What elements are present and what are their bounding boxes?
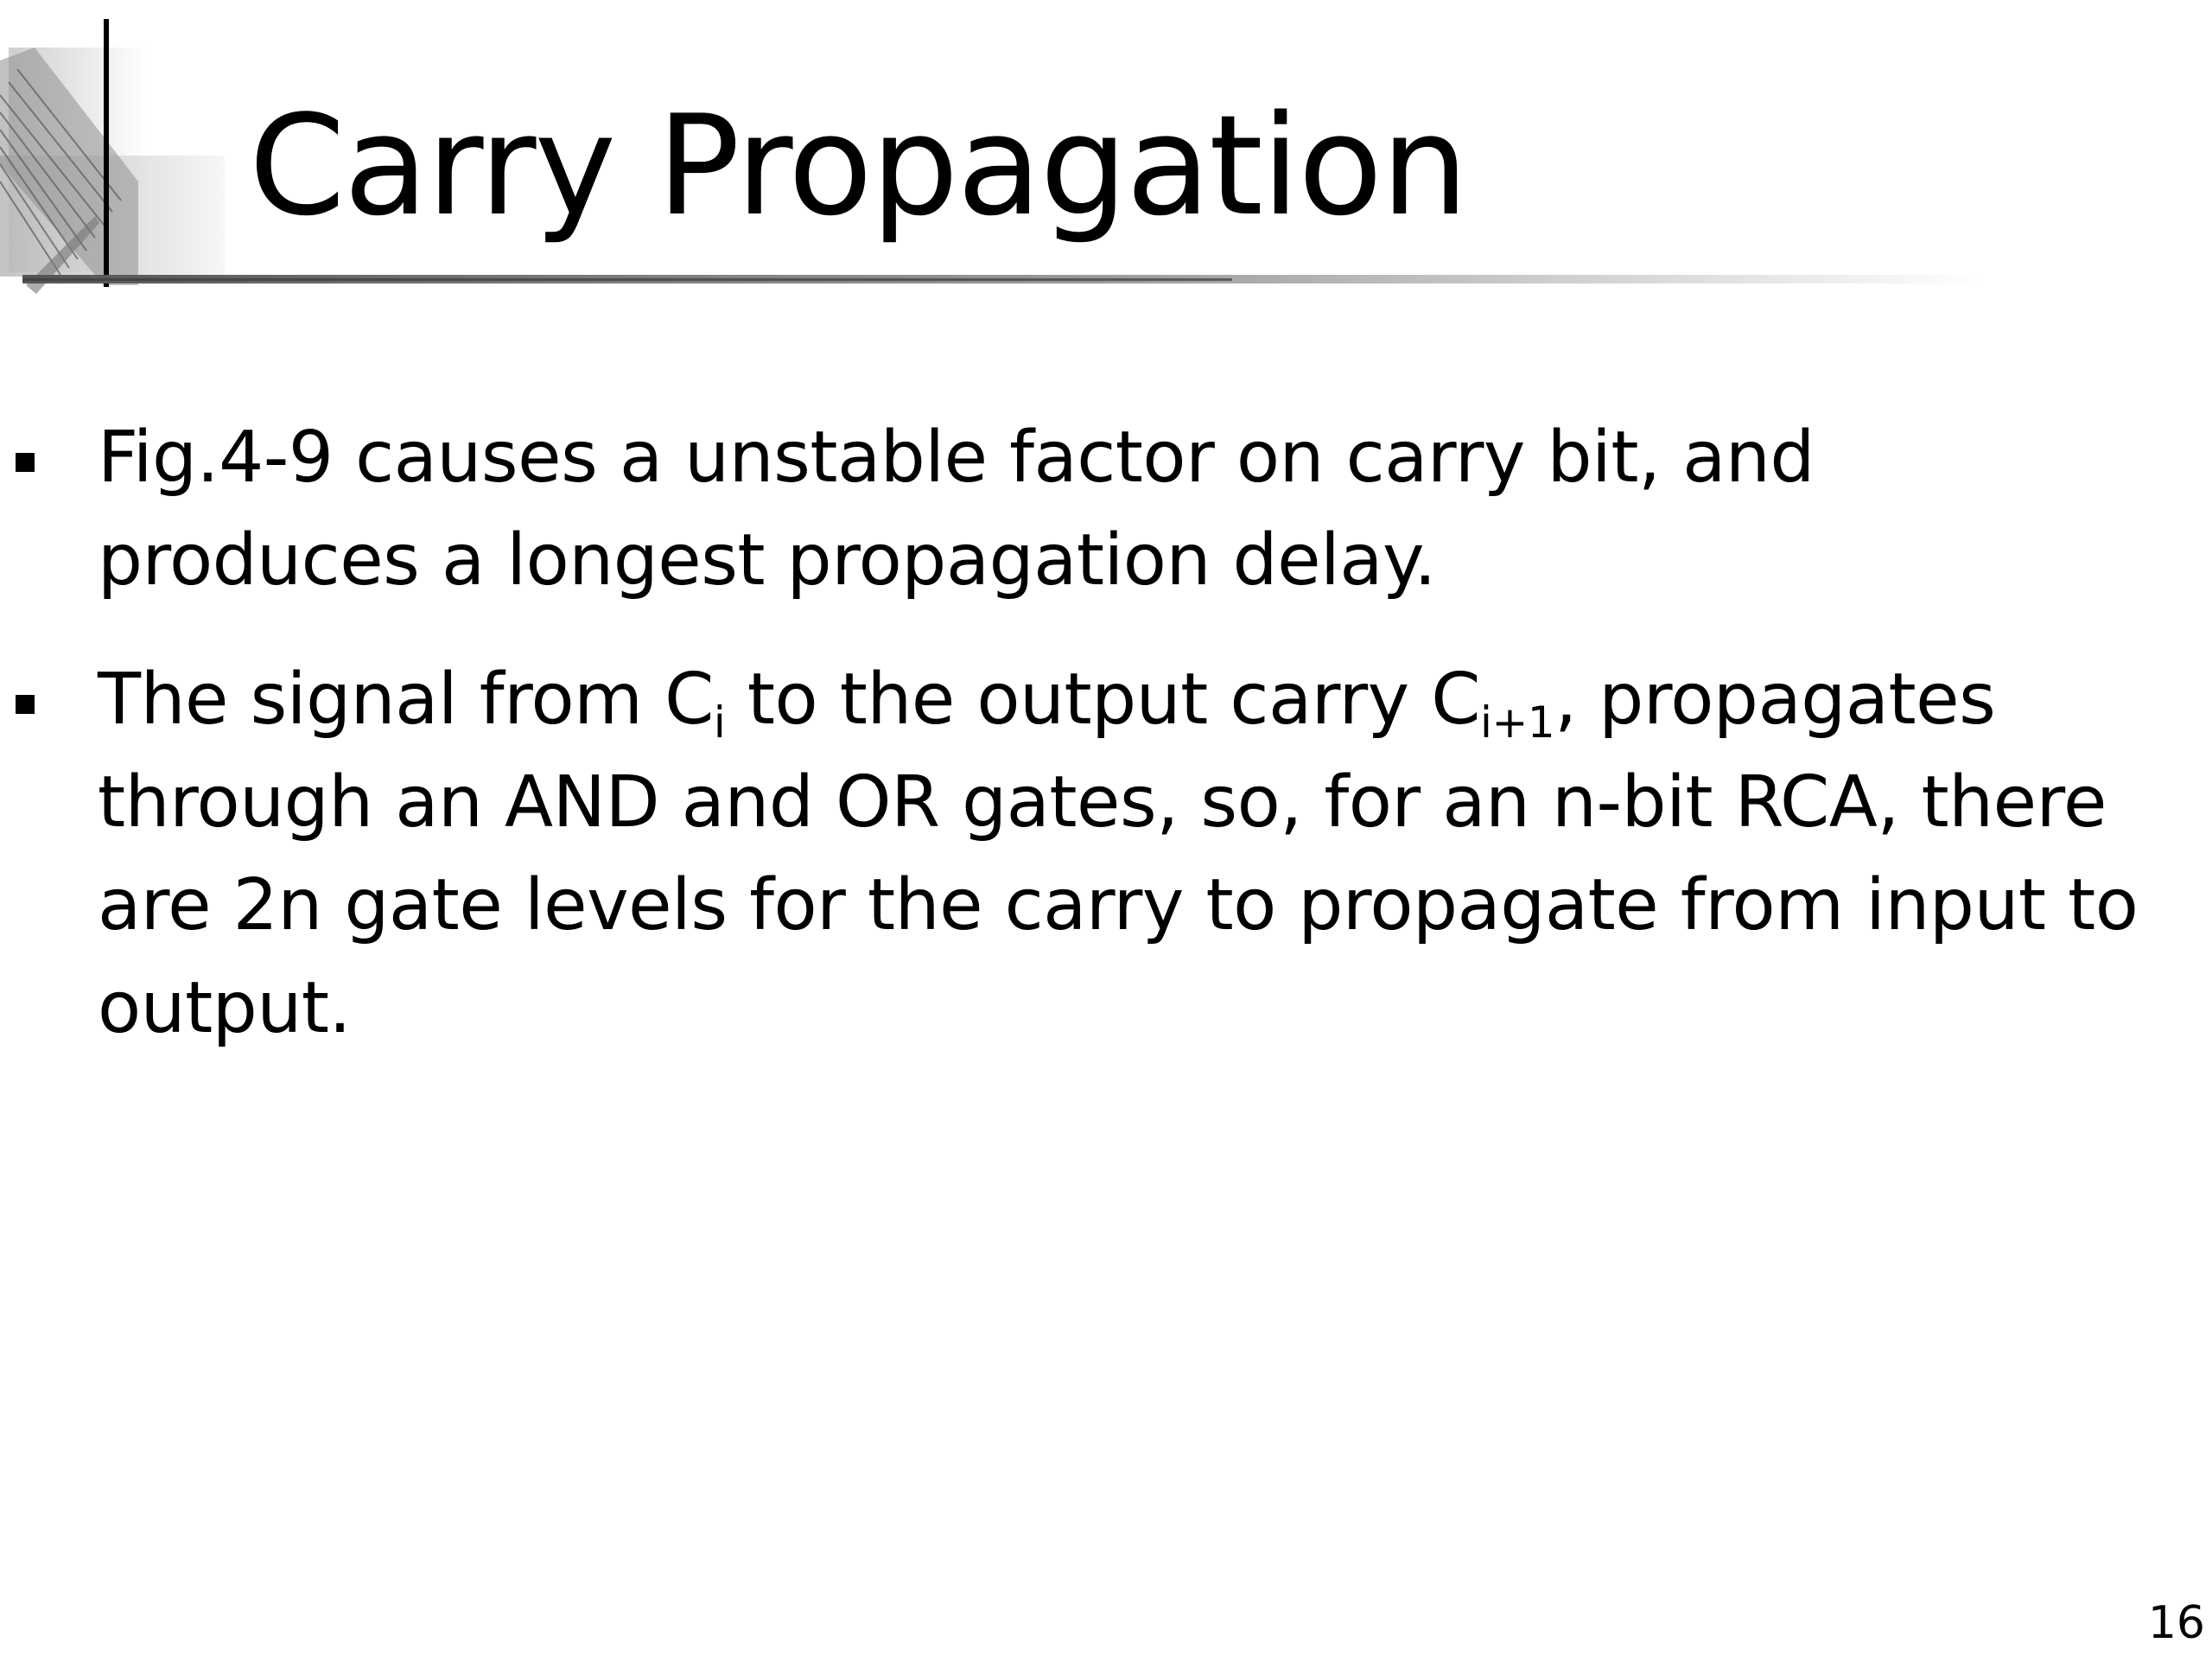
bullet-text: Fig.4-9 causes a unstable factor on carry bit, and produces a longest propagation delay. <box>98 417 1815 602</box>
vertical-rule <box>104 19 109 287</box>
bullet-text-part: to the output carry C <box>725 659 1481 741</box>
page-number: 16 <box>2147 1597 2205 1649</box>
bullet-list <box>0 406 2212 1096</box>
bullet-item <box>0 648 2154 1060</box>
square-bullet-icon <box>16 695 35 714</box>
subscript: i+1 <box>1480 697 1555 748</box>
subscript: i <box>713 697 726 748</box>
bullet-text-part: The signal from C <box>98 659 714 741</box>
corner-block-shapes <box>0 48 225 294</box>
bullet-text-part: , propagates through an AND and OR gates, so, for an n-bit RCA, there are 2n gate levels for the carry to propagate from input to output. <box>98 659 2139 1049</box>
square-bullet-icon <box>16 453 35 472</box>
slide-title: Carry Propagation <box>249 85 1467 246</box>
bullet-item <box>0 406 2154 612</box>
